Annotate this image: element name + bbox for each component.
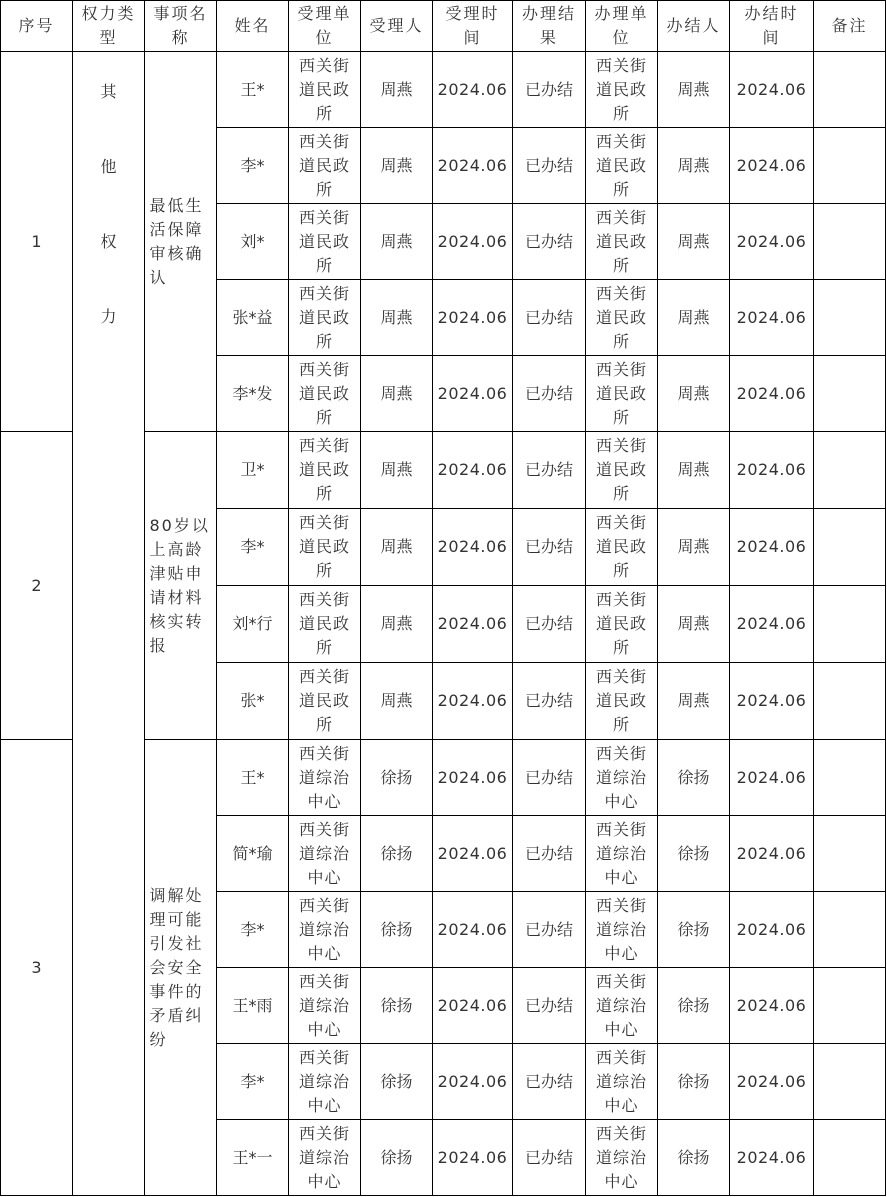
item-name-cell [145, 740, 217, 1196]
finish-time: 2024.06 [730, 892, 814, 968]
header-accept-time [433, 1, 513, 52]
result: 已办结 [513, 128, 586, 204]
handle-unit [586, 204, 658, 280]
header-accept-unit-label: 受理单位 [297, 4, 352, 47]
person-name: 王*雨 [217, 968, 289, 1044]
accept-unit-text: 西关街道民政所 [298, 590, 350, 657]
handle-unit [586, 740, 658, 816]
result: 已办结 [513, 1120, 586, 1196]
handle-unit-text: 西关街道综治中心 [595, 971, 647, 1039]
accept-unit-text: 西关街道民政所 [298, 513, 350, 580]
result: 已办结 [513, 663, 586, 740]
header-remark: 备注 [814, 1, 886, 52]
handle-unit-text: 西关街道民政所 [595, 283, 647, 351]
acceptor: 徐扬 [361, 892, 433, 968]
accept-unit-text: 西关街道综治中心 [298, 971, 350, 1039]
handle-unit-text: 西关街道综治中心 [595, 1047, 647, 1115]
acceptor: 周燕 [361, 356, 433, 432]
finish-time: 2024.06 [730, 740, 814, 816]
person-name: 卫* [217, 432, 289, 509]
accept-unit [289, 816, 361, 892]
header-power-type [73, 1, 145, 52]
result: 已办结 [513, 432, 586, 509]
power-type-char: 他 [100, 157, 117, 176]
acceptor: 周燕 [361, 432, 433, 509]
handle-unit-text: 西关街道民政所 [595, 55, 647, 123]
accept-unit [289, 1120, 361, 1196]
result: 已办结 [513, 586, 586, 663]
header-handler: 办结人 [658, 1, 730, 52]
accept-time: 2024.06 [433, 740, 513, 816]
handle-unit-text: 西关街道综治中心 [595, 743, 647, 811]
handler: 徐扬 [658, 816, 730, 892]
finish-time: 2024.06 [730, 356, 814, 432]
handle-unit [586, 1120, 658, 1196]
accept-unit [289, 586, 361, 663]
handler: 徐扬 [658, 740, 730, 816]
result: 已办结 [513, 740, 586, 816]
handler: 徐扬 [658, 968, 730, 1044]
handle-unit [586, 968, 658, 1044]
accept-time: 2024.06 [433, 816, 513, 892]
acceptor: 周燕 [361, 280, 433, 356]
header-acceptor: 受理人 [361, 1, 433, 52]
accept-time: 2024.06 [433, 204, 513, 280]
acceptor: 周燕 [361, 663, 433, 740]
handle-unit [586, 663, 658, 740]
person-name: 李*发 [217, 356, 289, 432]
accept-unit [289, 740, 361, 816]
remark [814, 52, 886, 128]
item-name-cell [145, 432, 217, 740]
handle-unit [586, 432, 658, 509]
remark [814, 968, 886, 1044]
remark [814, 509, 886, 586]
power-type-text [99, 80, 119, 380]
handler: 周燕 [658, 509, 730, 586]
accept-time: 2024.06 [433, 1044, 513, 1120]
handle-unit [586, 1044, 658, 1120]
acceptor: 徐扬 [361, 1044, 433, 1120]
accept-time: 2024.06 [433, 968, 513, 1044]
finish-time: 2024.06 [730, 586, 814, 663]
accept-unit [289, 128, 361, 204]
remark [814, 1044, 886, 1120]
header-item-name-label: 事项名称 [153, 4, 208, 47]
result: 已办结 [513, 968, 586, 1044]
accept-time: 2024.06 [433, 280, 513, 356]
handle-unit [586, 509, 658, 586]
accept-time: 2024.06 [433, 128, 513, 204]
handler: 周燕 [658, 356, 730, 432]
power-type-char: 权 [100, 232, 117, 251]
result: 已办结 [513, 52, 586, 128]
accept-unit-text: 西关街道综治中心 [298, 743, 350, 811]
remark [814, 663, 886, 740]
person-name: 王*一 [217, 1120, 289, 1196]
accept-unit [289, 509, 361, 586]
accept-time: 2024.06 [433, 356, 513, 432]
accept-unit-text: 西关街道民政所 [298, 283, 350, 351]
remark [814, 356, 886, 432]
handle-unit-text: 西关街道民政所 [595, 590, 647, 657]
header-finish-time [730, 1, 814, 52]
handle-unit-text: 西关街道民政所 [595, 131, 647, 199]
person-name: 刘* [217, 204, 289, 280]
power-type-cell [73, 52, 145, 1196]
finish-time: 2024.06 [730, 432, 814, 509]
row-seq: 2 [1, 432, 73, 740]
handler: 周燕 [658, 280, 730, 356]
finish-time: 2024.06 [730, 1044, 814, 1120]
result: 已办结 [513, 892, 586, 968]
person-name: 李* [217, 128, 289, 204]
accept-unit [289, 280, 361, 356]
handle-unit-text: 西关街道民政所 [595, 667, 647, 734]
accept-unit-text: 西关街道民政所 [298, 667, 350, 734]
handle-unit [586, 356, 658, 432]
finish-time: 2024.06 [730, 816, 814, 892]
finish-time: 2024.06 [730, 1120, 814, 1196]
remark [814, 128, 886, 204]
accept-unit [289, 663, 361, 740]
accept-unit [289, 1044, 361, 1120]
accept-time: 2024.06 [433, 52, 513, 128]
power-type-char: 力 [100, 307, 117, 326]
handle-unit [586, 816, 658, 892]
handler: 周燕 [658, 52, 730, 128]
person-name: 张*益 [217, 280, 289, 356]
handle-unit-text: 西关街道综治中心 [595, 1123, 647, 1191]
result: 已办结 [513, 1044, 586, 1120]
accept-unit-text: 西关街道综治中心 [298, 895, 350, 963]
remark [814, 432, 886, 509]
handle-unit [586, 280, 658, 356]
header-row [1, 1, 886, 52]
accept-unit [289, 432, 361, 509]
row-seq: 1 [1, 52, 73, 432]
acceptor: 徐扬 [361, 1120, 433, 1196]
remark [814, 740, 886, 816]
remark [814, 204, 886, 280]
result: 已办结 [513, 816, 586, 892]
handle-unit-text: 西关街道综治中心 [595, 895, 647, 963]
person-name: 简*瑜 [217, 816, 289, 892]
handler: 徐扬 [658, 1120, 730, 1196]
acceptor: 周燕 [361, 204, 433, 280]
person-name: 张* [217, 663, 289, 740]
handler: 徐扬 [658, 1044, 730, 1120]
header-seq: 序号 [1, 1, 73, 52]
result: 已办结 [513, 204, 586, 280]
handle-unit [586, 586, 658, 663]
header-accept-time-label: 受理时间 [445, 4, 500, 47]
handle-unit-text: 西关街道民政所 [595, 436, 647, 503]
acceptor: 周燕 [361, 586, 433, 663]
finish-time: 2024.06 [730, 280, 814, 356]
person-name: 刘*行 [217, 586, 289, 663]
remark [814, 892, 886, 968]
accept-time: 2024.06 [433, 1120, 513, 1196]
handle-unit [586, 128, 658, 204]
acceptor: 周燕 [361, 128, 433, 204]
acceptor: 徐扬 [361, 968, 433, 1044]
row-seq: 3 [1, 740, 73, 1196]
accept-time: 2024.06 [433, 663, 513, 740]
handle-unit [586, 892, 658, 968]
remark [814, 1120, 886, 1196]
header-name: 姓名 [217, 1, 289, 52]
acceptor: 徐扬 [361, 740, 433, 816]
accept-unit [289, 892, 361, 968]
handle-unit-text: 西关街道民政所 [595, 207, 647, 275]
accept-unit [289, 204, 361, 280]
table-row [1, 52, 886, 128]
remark [814, 280, 886, 356]
acceptor: 周燕 [361, 509, 433, 586]
accept-unit [289, 968, 361, 1044]
handler: 徐扬 [658, 892, 730, 968]
result: 已办结 [513, 509, 586, 586]
header-accept-unit [289, 1, 361, 52]
person-name: 王* [217, 52, 289, 128]
item-name-cell-text: 最低生活保障审核确认 [149, 195, 204, 287]
accept-unit-text: 西关街道综治中心 [298, 1123, 350, 1191]
header-result-label: 办理结果 [521, 4, 576, 47]
accept-unit-text: 西关街道民政所 [298, 207, 350, 275]
accept-time: 2024.06 [433, 509, 513, 586]
handle-unit-text: 西关街道民政所 [595, 359, 647, 427]
finish-time: 2024.06 [730, 204, 814, 280]
result: 已办结 [513, 280, 586, 356]
person-name: 王* [217, 740, 289, 816]
finish-time: 2024.06 [730, 663, 814, 740]
accept-unit-text: 西关街道综治中心 [298, 819, 350, 887]
handler: 周燕 [658, 663, 730, 740]
accept-unit-text: 西关街道民政所 [298, 436, 350, 503]
accept-time: 2024.06 [433, 892, 513, 968]
finish-time: 2024.06 [730, 128, 814, 204]
power-type-char: 其 [100, 82, 117, 101]
handler: 周燕 [658, 204, 730, 280]
handle-unit-text: 西关街道民政所 [595, 513, 647, 580]
finish-time: 2024.06 [730, 52, 814, 128]
accept-unit-text: 西关街道综治中心 [298, 1047, 350, 1115]
person-name: 李* [217, 509, 289, 586]
handler: 周燕 [658, 128, 730, 204]
remark [814, 816, 886, 892]
acceptor: 周燕 [361, 52, 433, 128]
accept-time: 2024.06 [433, 586, 513, 663]
person-name: 李* [217, 892, 289, 968]
handle-unit [586, 52, 658, 128]
handle-unit-text: 西关街道综治中心 [595, 819, 647, 887]
accept-unit-text: 西关街道民政所 [298, 131, 350, 199]
header-finish-time-label: 办结时间 [744, 4, 799, 47]
finish-time: 2024.06 [730, 509, 814, 586]
item-name-cell-text: 调解处理可能引发社会安全事件的矛盾纠纷 [149, 885, 204, 1049]
item-name-cell [145, 52, 217, 432]
remark [814, 586, 886, 663]
header-handle-unit-label: 办理单位 [594, 4, 649, 47]
result: 已办结 [513, 356, 586, 432]
header-handle-unit [586, 1, 658, 52]
person-name: 李* [217, 1044, 289, 1120]
accept-unit [289, 356, 361, 432]
header-item-name [145, 1, 217, 52]
header-result [513, 1, 586, 52]
accept-unit-text: 西关街道民政所 [298, 55, 350, 123]
finish-time: 2024.06 [730, 968, 814, 1044]
accept-unit-text: 西关街道民政所 [298, 359, 350, 427]
header-power-type-label: 权力类型 [81, 4, 136, 47]
accept-unit [289, 52, 361, 128]
acceptor: 徐扬 [361, 816, 433, 892]
accept-time: 2024.06 [433, 432, 513, 509]
item-name-cell-text: 80岁以上高龄津贴申请材料核实转报 [149, 515, 210, 655]
handler: 周燕 [658, 586, 730, 663]
handler: 周燕 [658, 432, 730, 509]
